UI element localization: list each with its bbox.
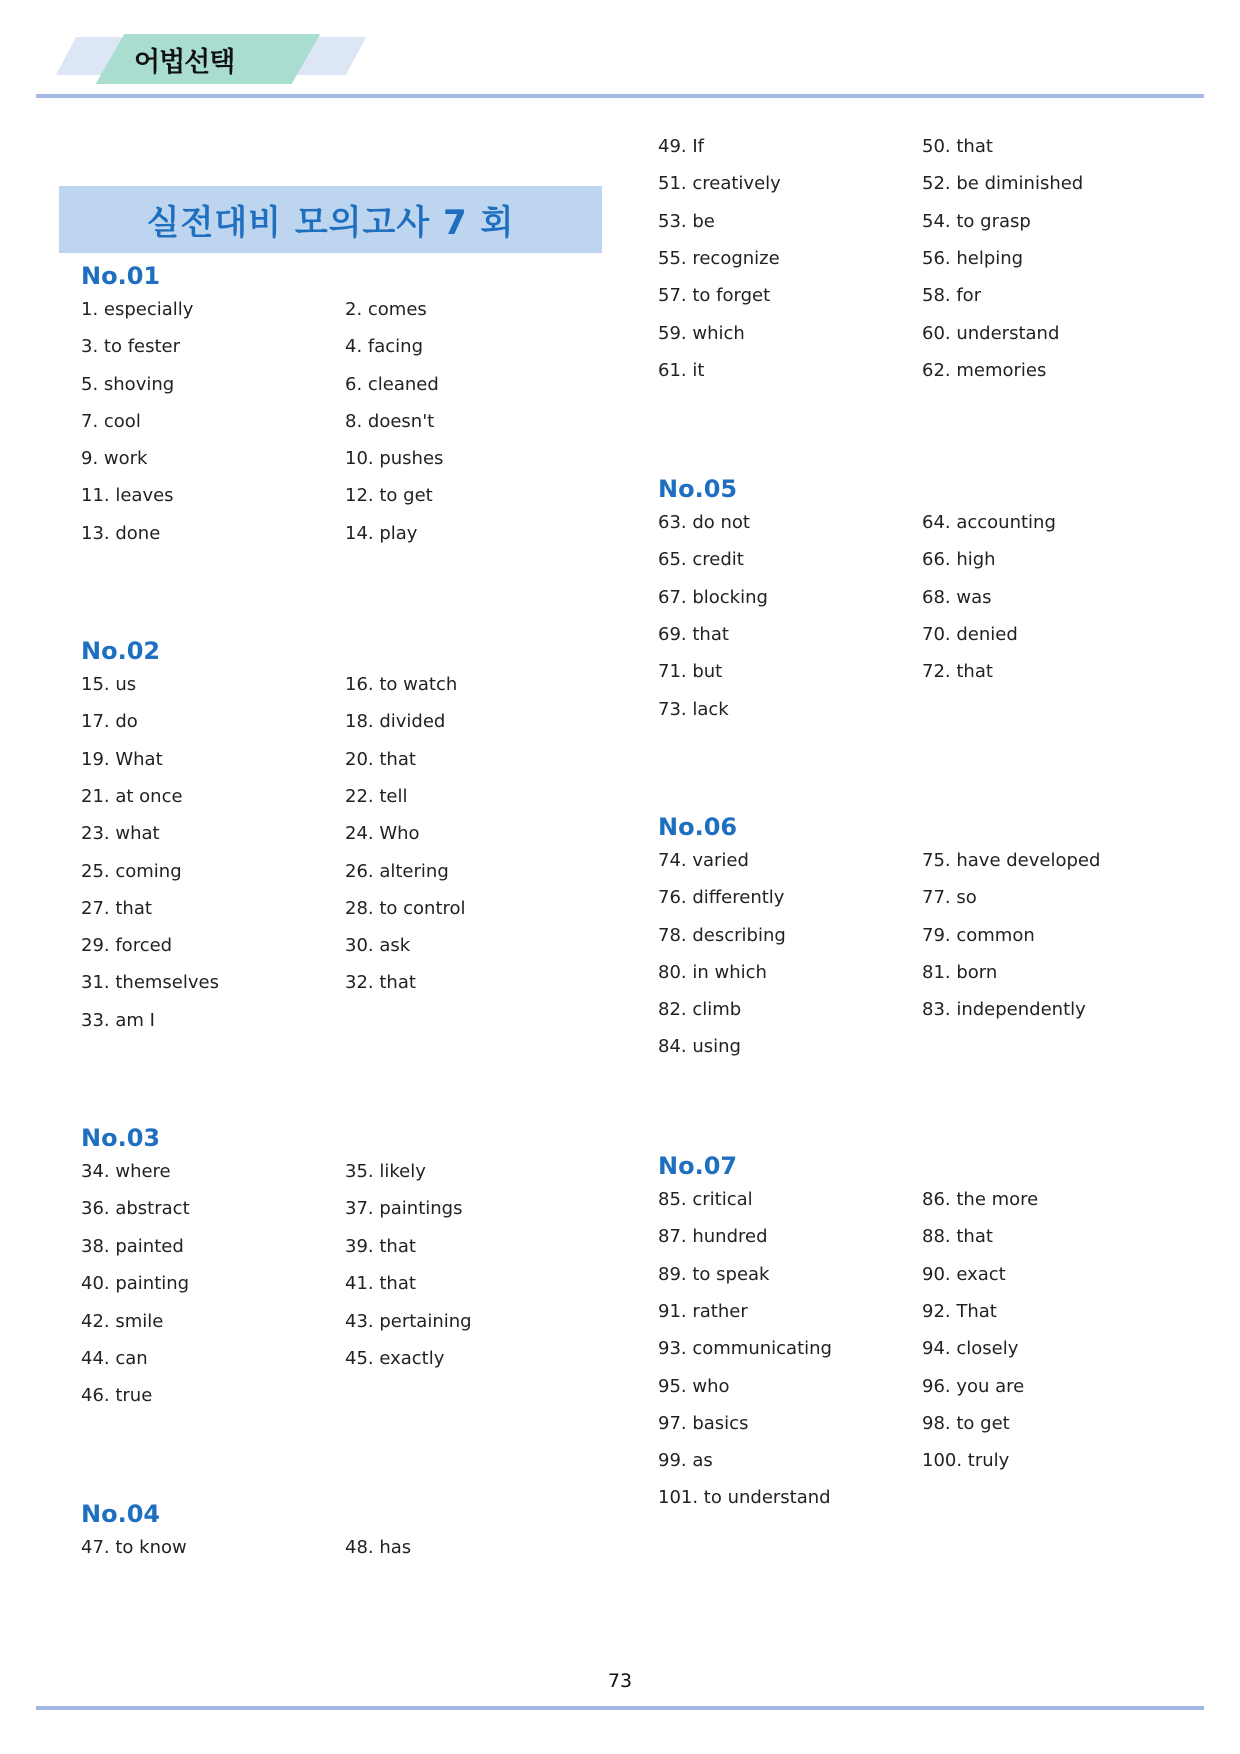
answer-item: 76. differently: [658, 887, 785, 909]
section-heading-03: No.03: [81, 1124, 161, 1152]
answer-item: 83. independently: [922, 999, 1086, 1020]
answer-item: 46. true: [81, 1385, 153, 1407]
answer-item: 25. coming: [81, 860, 182, 882]
section-heading-02: No.02: [81, 637, 161, 665]
answer-item: 50. that: [922, 136, 993, 157]
section-heading-01: No.01: [81, 262, 161, 290]
answer-item: 23. what: [81, 823, 160, 845]
answer-item: 29. forced: [81, 935, 173, 957]
answer-item: 9. work: [81, 448, 148, 469]
answer-item: 22. tell: [345, 785, 408, 807]
answer-item: 44. can: [81, 1348, 148, 1369]
answer-item: 40. painting: [81, 1273, 190, 1295]
answer-item: 65. credit: [658, 549, 744, 571]
answer-item: 52. be diminished: [922, 173, 1084, 195]
answer-item: 13. done: [81, 522, 161, 544]
answer-item: 51. creatively: [658, 173, 781, 195]
answer-item: 43. pertaining: [345, 1310, 472, 1332]
answer-item: 6. cleaned: [345, 373, 439, 395]
section-heading-05: No.05: [658, 475, 738, 503]
answer-item: 60. understand: [922, 322, 1060, 344]
answer-item: 16. to watch: [345, 674, 458, 695]
answer-item: 37. paintings: [345, 1198, 463, 1220]
answer-item: 81. born: [922, 961, 998, 983]
answer-item: 32. that: [345, 972, 416, 994]
answer-item: 33. am I: [81, 1009, 155, 1031]
answer-item: 26. altering: [345, 860, 449, 882]
answer-item: 58. for: [922, 285, 982, 307]
answer-item: 11. leaves: [81, 485, 174, 507]
answer-item: 98. to get: [922, 1412, 1010, 1434]
section-header-title: 어법선택: [134, 47, 235, 78]
answer-item: 41. that: [345, 1273, 416, 1295]
answer-item: 53. be: [658, 210, 715, 232]
answer-item: 100. truly: [922, 1450, 1010, 1472]
answer-item: 1. especially: [81, 299, 194, 320]
answer-item: 99. as: [658, 1450, 713, 1472]
answer-item: 34. where: [81, 1161, 171, 1182]
answer-item: 21. at once: [81, 785, 183, 807]
answer-item: 91. rather: [658, 1300, 748, 1322]
answer-item: 92. That: [922, 1300, 997, 1322]
answer-item: 74. varied: [658, 850, 749, 871]
answer-item: 3. to fester: [81, 336, 181, 358]
answer-item: 12. to get: [345, 485, 433, 507]
answer-item: 30. ask: [345, 935, 411, 957]
answer-item: 101. to understand: [658, 1487, 831, 1509]
answer-item: 80. in which: [658, 961, 767, 983]
answer-item: 68. was: [922, 586, 992, 608]
answer-item: 56. helping: [922, 247, 1024, 269]
answer-item: 47. to know: [81, 1537, 187, 1558]
answer-item: 7. cool: [81, 410, 141, 432]
answer-item: 24. Who: [345, 823, 420, 845]
answer-item: 84. using: [658, 1036, 741, 1058]
answer-item: 39. that: [345, 1235, 416, 1257]
answer-item: 69. that: [658, 623, 729, 645]
answer-item: 18. divided: [345, 711, 446, 733]
answer-item: 42. smile: [81, 1310, 164, 1332]
answer-item: 36. abstract: [81, 1198, 190, 1220]
answer-item: 54. to grasp: [922, 210, 1031, 232]
top-divider: [36, 94, 1204, 98]
answer-item: 71. but: [658, 661, 723, 683]
answer-item: 14. play: [345, 522, 418, 544]
answer-item: 67. blocking: [658, 586, 768, 608]
answer-item: 55. recognize: [658, 247, 780, 269]
section-heading-07: No.07: [658, 1152, 738, 1180]
answer-item: 75. have developed: [922, 850, 1101, 871]
section-heading-06: No.06: [658, 813, 738, 841]
bottom-divider: [36, 1706, 1204, 1710]
answer-item: 78. describing: [658, 924, 786, 946]
answer-item: 17. do: [81, 711, 138, 733]
answer-item: 62. memories: [922, 359, 1047, 381]
answer-item: 5. shoving: [81, 373, 175, 395]
exam-title-box: [59, 186, 602, 253]
section-heading-04: No.04: [81, 1500, 161, 1528]
answer-item: 45. exactly: [345, 1348, 445, 1369]
answer-item: 63. do not: [658, 512, 750, 533]
answer-item: 90. exact: [922, 1263, 1006, 1285]
answer-item: 93. communicating: [658, 1338, 832, 1360]
answer-item: 61. it: [658, 359, 705, 381]
answer-item: 96. you are: [922, 1375, 1025, 1397]
answer-item: 59. which: [658, 322, 745, 344]
answer-item: 2. comes: [345, 299, 427, 320]
answer-item: 64. accounting: [922, 512, 1056, 533]
answer-item: 8. doesn't: [345, 410, 435, 432]
exam-title: 실전대비 모의고사 7 회: [146, 203, 515, 243]
answer-item: 97. basics: [658, 1412, 749, 1434]
answer-item: 72. that: [922, 661, 993, 683]
answer-item: 57. to forget: [658, 285, 771, 307]
answer-item: 88. that: [922, 1226, 993, 1248]
answer-item: 82. climb: [658, 999, 742, 1020]
answer-item: 48. has: [345, 1537, 412, 1558]
answer-item: 31. themselves: [81, 972, 219, 994]
answer-item: 4. facing: [345, 336, 423, 358]
answer-item: 10. pushes: [345, 448, 444, 469]
answer-item: 28. to control: [345, 897, 466, 919]
answer-item: 86. the more: [922, 1189, 1039, 1210]
answer-item: 66. high: [922, 549, 996, 571]
answer-item: 35. likely: [345, 1161, 426, 1182]
answer-item: 77. so: [922, 887, 977, 909]
answer-item: 95. who: [658, 1375, 730, 1397]
answer-item: 27. that: [81, 897, 152, 919]
answer-item: 79. common: [922, 924, 1035, 946]
answer-item: 94. closely: [922, 1338, 1019, 1360]
answer-item: 73. lack: [658, 698, 729, 720]
answer-item: 85. critical: [658, 1189, 753, 1210]
page-number: 73: [607, 1670, 633, 1692]
answer-item: 87. hundred: [658, 1226, 768, 1248]
answer-item: 49. If: [658, 136, 704, 157]
answer-item: 15. us: [81, 674, 137, 695]
answer-item: 38. painted: [81, 1235, 184, 1257]
answer-item: 20. that: [345, 748, 416, 770]
answer-item: 89. to speak: [658, 1263, 770, 1285]
answer-item: 70. denied: [922, 623, 1018, 645]
answer-item: 19. What: [81, 748, 163, 770]
